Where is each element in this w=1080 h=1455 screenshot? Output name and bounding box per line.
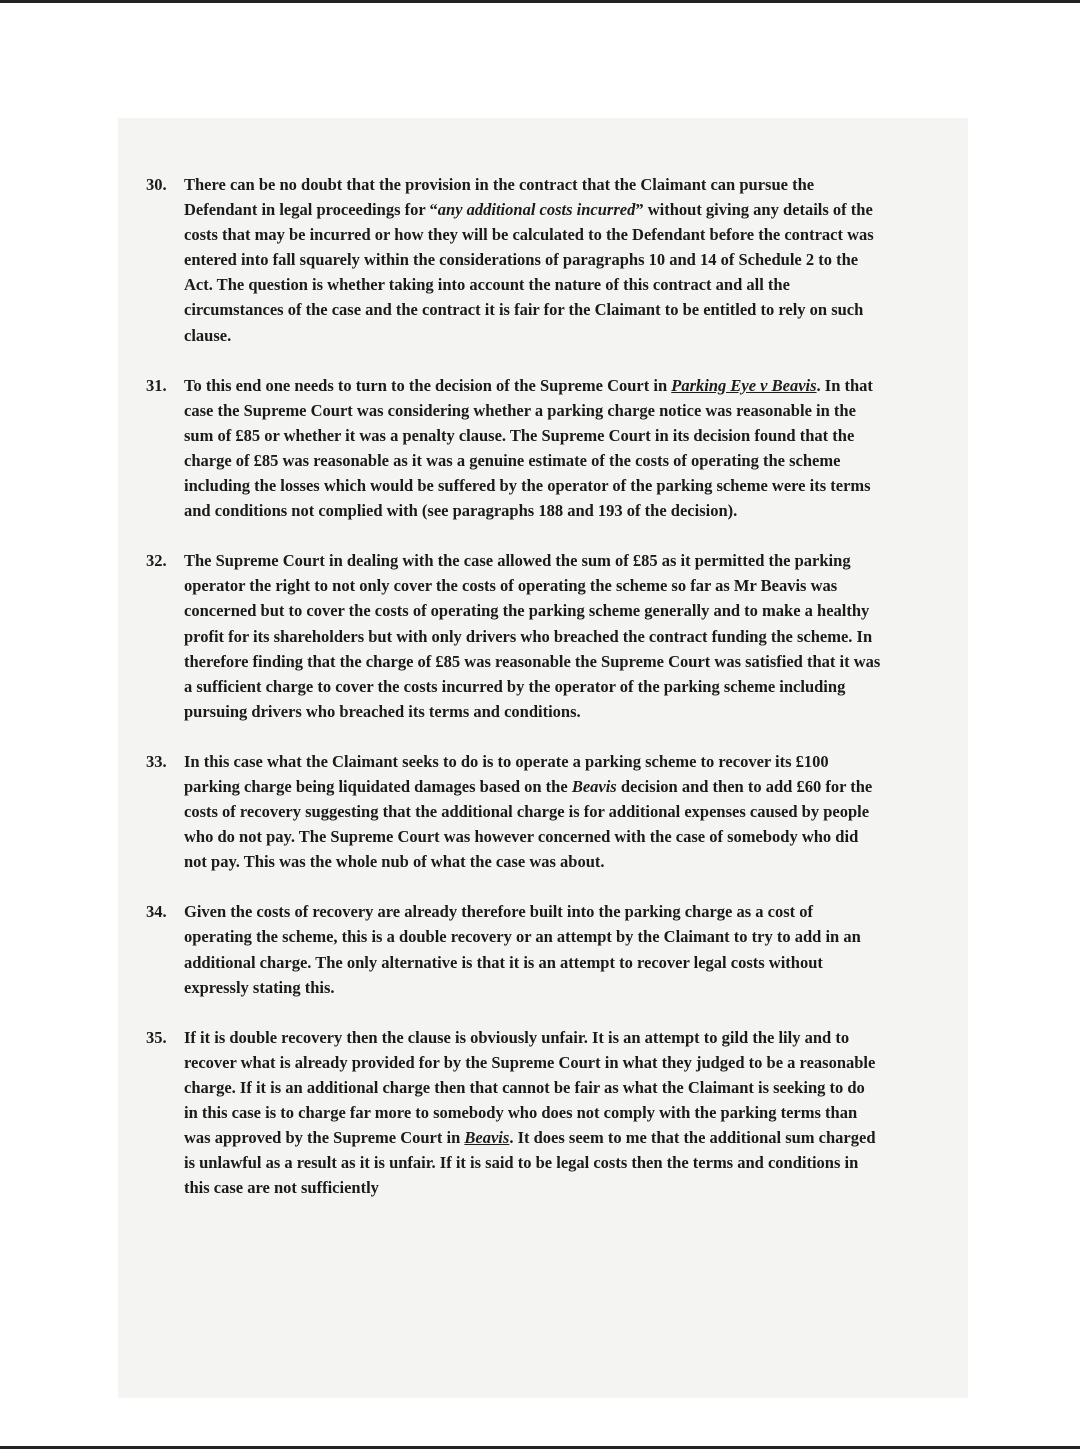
paragraph-number: 35. [146, 1027, 167, 1047]
paragraph-number: 34. [146, 902, 167, 922]
text-run: Given the costs of recovery are already therefore built into the parking charge as a cost of operating the scheme, this is a double recovery or an attempt by the Claimant to try to add in an additional charge. The only alternative is that it is an attempt to recover legal costs without expressly stating this. [184, 902, 861, 997]
paragraph-text [184, 548, 881, 724]
text-run: To this end one needs to turn to the decision of the Supreme Court in [184, 375, 672, 395]
text-run: decision and then to add £60 for the costs of recovery suggesting that the additional charge is for additional expenses caused by people who do not pay. The Supreme Court was however concerned with the case of somebody who did not pay. This was the whole nub of what the case was about. [184, 776, 873, 872]
text-run: The Supreme Court in dealing with the case allowed the sum of £85 as it permitted the parking operator the right to not only cover the costs of operating the scheme so far as Mr Beavis was concerned but to cover the costs of operating the parking scheme generally and to make a healthy profit for its shareholders but with only drivers who breached the contract funding the scheme. In therefore finding that the charge of £85 was reasonable the Supreme Court was satisfied that it was a sufficient charge to cover the costs incurred by the operator of the parking scheme including pursuing drivers who breached its terms and conditions. [184, 551, 881, 721]
paragraph-32 [146, 548, 881, 724]
paragraph-31 [146, 373, 881, 524]
paragraph-text [184, 749, 881, 874]
case-citation: Parking Eye v Beavis [671, 375, 817, 395]
text-run: There can be no doubt that the provision in the contract that the Claimant can pursue the Defendant in legal proceedings for “ [184, 175, 815, 220]
paragraph-text [184, 899, 881, 999]
paragraph-number: 31. [146, 375, 167, 395]
paragraph-number: 30. [146, 175, 167, 194]
paragraph-35 [146, 1025, 881, 1201]
paragraph-text [184, 172, 881, 348]
text-run: ” without giving any details of the costs that may be incurred or how they will be calculated to the Defendant before the contract was entered into fall squarely within the considerations of paragraphs 10 and 14 of Schedule 2 to the Act. The question is whether taking into account the nature of this contract and all the circumstances of the case and the contract it is fair for the Claimant to be entitled to rely on such clause. [184, 200, 874, 345]
top-border [0, 0, 1080, 3]
paragraph-33 [146, 749, 881, 874]
document-body [146, 172, 881, 1225]
quoted-term: any additional costs incurred [437, 200, 636, 220]
paragraph-text [184, 1025, 881, 1201]
paragraph-number: 33. [146, 751, 167, 771]
text-run: In this case what the Claimant seeks to do is to operate a parking scheme to recover its £100 parking charge being liquidated damages based on the [184, 751, 829, 796]
bottom-border [0, 1446, 1080, 1449]
text-run: If it is double recovery then the clause is obviously unfair. It is an attempt to gild the lily and to recover what is already provided for by the Supreme Court in what they judged to be a reasonable charge. If it is an additional charge then that cannot be fair as what the Claimant is seeking to do in this case is to charge far more to somebody who does not comply with the parking terms than was approved by the Supreme Court in [184, 1027, 876, 1148]
case-citation: Beavis [464, 1128, 510, 1148]
paragraph-number: 32. [146, 551, 167, 571]
paragraph-34 [146, 899, 881, 999]
text-run: . In that case the Supreme Court was considering whether a parking charge notice was reasonable in the sum of £85 or whether it was a penalty clause. The Supreme Court in its decision found that the charge of £85 was reasonable as it was a genuine estimate of the costs of operating the scheme including the losses which would be suffered by the operator of the parking scheme were its terms and conditions not complied with (see paragraphs 188 and 193 of the decision). [184, 375, 873, 521]
paragraph-30 [146, 172, 881, 348]
text-run: . It does seem to me that the additional sum charged is unlawful as a result as it is unfair. If it is said to be legal costs then the terms and conditions in this case are not sufficiently [184, 1128, 876, 1198]
paragraph-text [184, 373, 881, 524]
case-name: Beavis [571, 776, 617, 796]
